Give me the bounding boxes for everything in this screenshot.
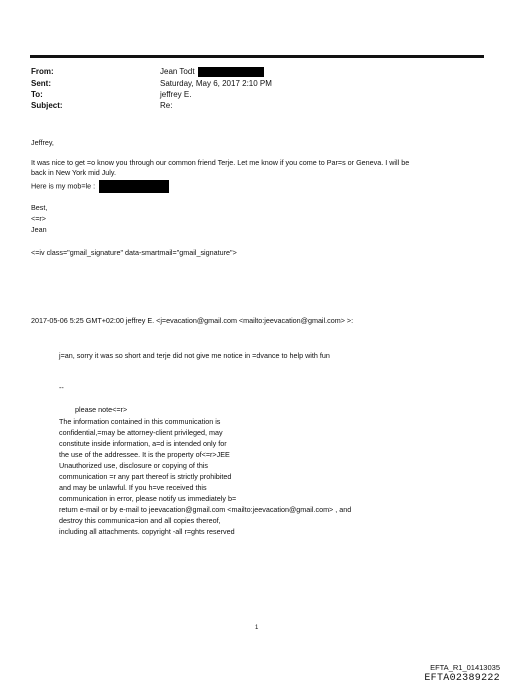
line-break-tag: <=r> [31, 214, 46, 223]
greeting: Jeffrey, [31, 138, 54, 147]
disclaimer-line: constitute inside information, a=d is intended only for [59, 439, 227, 448]
redaction-box [198, 67, 264, 77]
from-name: Jean Todt [160, 67, 195, 77]
disclaimer-line: destroy this communica=ion and all copies thereof, [59, 516, 221, 525]
disclaimer-line: and may be unlawful. If you h=ve received this [59, 483, 207, 492]
disclaimer-line: including all attachments. copyright -all r=ghts reserved [59, 527, 235, 536]
from-label: From: [31, 67, 54, 76]
mobile-label: Here is my mob=le : [31, 181, 96, 191]
from-value [160, 67, 264, 77]
to-value: jeffrey E. [160, 90, 192, 99]
signature-tag: <=iv class="gmail_signature" data-smartmail="gmail_signature"> [31, 248, 237, 257]
subject-label: Subject: [31, 101, 63, 110]
disclaimer-line: please note<=r> [75, 405, 128, 414]
sent-label: Sent: [31, 79, 51, 88]
disclaimer-line: return e-mail or by e-mail to jeevacation@gmail.com <mailto:jeevacation@gmail.com> , and [59, 505, 352, 514]
separator-dashes: -- [59, 383, 64, 392]
disclaimer-line: communication =r any part thereof is strictly prohibited [59, 472, 232, 481]
disclaimer-line: confidential,=may be attorney-client privileged, may [59, 428, 223, 437]
disclaimer-line: the use of the addressee. It is the property of<=r>JEE [59, 450, 230, 459]
closing: Best, [31, 203, 48, 212]
quote-header: 2017-05-06 5:25 GMT+02:00 jeffrey E. <j=evacation@gmail.com <mailto:jeevacation@gmail.com> >: [31, 316, 354, 325]
page-number: 1 [255, 625, 259, 631]
disclaimer-line: communication in error, please notify us immediately b= [59, 494, 237, 503]
mobile-line [31, 180, 169, 193]
header-rule [30, 55, 484, 58]
disclaimer-line: The information contained in this communication is [59, 417, 221, 426]
disclaimer-line: Unauthorized use, disclosure or copying of this [59, 461, 209, 470]
sent-value: Saturday, May 6, 2017 2:10 PM [160, 79, 272, 88]
footer-reference-1: EFTA_R1_01413035 [430, 663, 500, 672]
subject-value: Re: [160, 101, 173, 110]
paragraph-line-1: It was nice to get =o know you through our common friend Terje. Let me know if you come to Par=s or Geneva. I will be [31, 158, 410, 167]
footer-reference-2: EFTA02389222 [424, 673, 500, 684]
signoff-name: Jean [31, 225, 47, 234]
redaction-box [99, 180, 169, 193]
quoted-message: j=an, sorry it was so short and terje did not give me notice in =dvance to help with fun [59, 351, 330, 360]
to-label: To: [31, 90, 43, 99]
paragraph-line-2: back in New York mid July. [31, 168, 116, 177]
